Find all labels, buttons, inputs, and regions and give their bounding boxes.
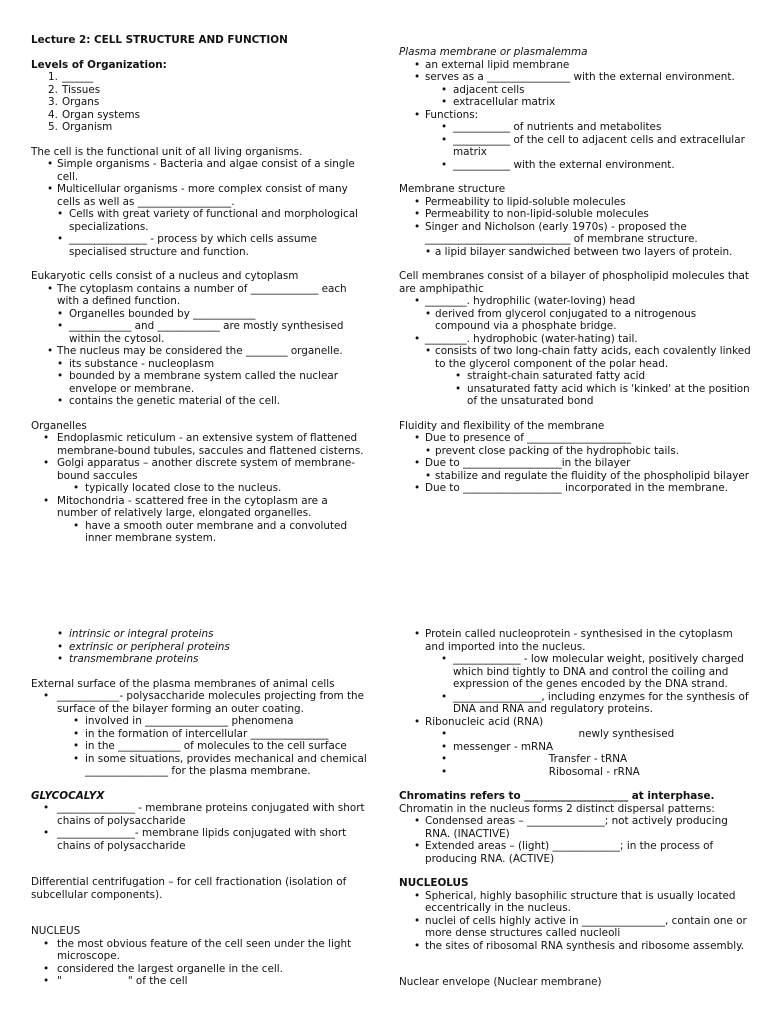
level-item xyxy=(31,109,371,122)
list-item: • The nucleus may be considered the ________ organelle. xyxy=(31,345,371,358)
cell-membranes-intro: Cell membranes consist of a bilayer of phospholipid molecules that are amphipathic xyxy=(399,270,749,295)
fluidity-list xyxy=(399,432,751,495)
list-item: • Extended areas – (light) _____________; in the process of producing RNA. (ACTIVE) xyxy=(399,840,751,865)
list-item: • typically located close to the nucleus. xyxy=(31,482,371,495)
level-text: ______ xyxy=(62,71,94,83)
list-item: • the sites of ribosomal RNA synthesis and ribosome assembly. xyxy=(399,940,751,953)
list-item: • " " of the cell xyxy=(31,975,371,988)
level-number: 4. xyxy=(48,108,58,121)
list-item: • in the formation of intercellular _______________ xyxy=(31,728,371,741)
list-item: • _________________, including enzymes for the synthesis of DNA and RNA and regulatory proteins. xyxy=(399,691,751,716)
list-item: • have a smooth outer membrane and a convoluted inner membrane system. xyxy=(31,520,371,545)
levels-heading: Levels of Organization: xyxy=(31,58,167,71)
list-item: • Permeability to lipid-soluble molecules xyxy=(399,196,751,209)
level-text: Tissues xyxy=(62,83,101,96)
level-number: 2. xyxy=(48,83,58,96)
list-item: • ________. hydrophilic (water-loving) head xyxy=(399,295,751,308)
list-item: • transmembrane proteins xyxy=(31,653,371,666)
list-item: • a lipid bilayer sandwiched between two layers of protein. xyxy=(399,246,751,259)
glycocalyx-heading: GLYCOCALYX xyxy=(31,789,105,802)
list-item: • an external lipid membrane xyxy=(399,59,751,72)
plasma-membrane-list xyxy=(399,59,751,172)
levels-list xyxy=(31,71,371,134)
nucleolus-heading: NUCLEOLUS xyxy=(399,877,469,889)
fluidity-heading: Fluidity and flexibility of the membrane xyxy=(399,419,605,432)
level-item xyxy=(31,96,371,109)
membrane-proteins-list xyxy=(31,628,371,666)
list-item: • nuclei of cells highly active in ________________, contain one or more dense structures called nucleoli xyxy=(399,915,751,940)
list-item: • serves as a ________________ with the external environment. xyxy=(399,71,751,84)
list-item: • Permeability to non-lipid-soluble molecules xyxy=(399,208,751,221)
level-number: 3. xyxy=(48,96,58,108)
list-item: • Due to ___________________in the bilayer xyxy=(399,457,751,470)
list-item: • Endoplasmic reticulum - an extensive system of flattened membrane-bound tubules, saccules and flattened cisterns. xyxy=(31,432,371,457)
list-item: • considered the largest organelle in the cell. xyxy=(31,963,371,976)
level-item xyxy=(31,121,371,134)
list-item: • unsaturated fatty acid which is 'kinked' at the position of the unsaturated bond xyxy=(399,383,751,408)
centrifugation-text: Differential centrifugation – for cell fractionation (isolation of subcellular components). xyxy=(31,876,347,901)
external-surface-list xyxy=(31,690,371,778)
list-item: • ________. hydrophobic (water-hating) tail. xyxy=(399,333,751,346)
list-item: • stabilize and regulate the fluidity of the phospholipid bilayer xyxy=(399,470,751,483)
level-item xyxy=(31,84,371,97)
nucleus-heading: NUCLEUS xyxy=(31,925,81,937)
list-item: • bounded by a membrane system called the nuclear envelope or membrane. xyxy=(31,370,371,395)
organelles-list xyxy=(31,432,371,545)
list-item: • newly synthesised xyxy=(399,728,751,741)
glycocalyx-list xyxy=(31,802,371,852)
right-column-bottom xyxy=(399,628,751,989)
list-item: • The cytoplasm contains a number of _____________ each with a defined function. xyxy=(31,283,371,308)
list-item: • in the ____________ of molecules to the cell surface xyxy=(31,740,371,753)
nucleolus-list xyxy=(399,890,751,953)
eukaryotic-list xyxy=(31,283,371,408)
left-column-top xyxy=(31,34,371,545)
list-item: • Spherical, highly basophilic structure that is usually located eccentrically in the nucleus. xyxy=(399,890,751,915)
list-item: • consists of two long-chain fatty acids, each covalently linked to the glycerol component of the polar head. xyxy=(399,345,751,370)
cell-intro: The cell is the functional unit of all living organisms. xyxy=(31,145,303,158)
level-text: Organ systems xyxy=(62,108,141,121)
list-item: • Due to presence of ____________________ xyxy=(399,432,751,445)
cell-list xyxy=(31,158,371,258)
list-item: • _____________ - low molecular weight, positively charged which bind tightly to DNA and control the coiling and expression of the genes encoded by the DNA strand. xyxy=(399,653,751,691)
list-item: • Mitochondria - scattered free in the cytoplasm are a number of relatively large, elongated organelles. xyxy=(31,495,371,520)
list-item: • Functions: xyxy=(399,109,751,122)
list-item: • Protein called nucleoprotein - synthesised in the cytoplasm and imported into the nucleus. xyxy=(399,628,751,653)
list-item: • Organelles bounded by ____________ xyxy=(31,308,371,321)
lecture-title: Lecture 2: CELL STRUCTURE AND FUNCTION xyxy=(31,34,288,46)
membrane-structure-list xyxy=(399,196,751,259)
list-item: • Cells with great variety of functional and morphological specializations. xyxy=(31,208,371,233)
list-item: • ___________ of the cell to adjacent cells and extracellular matrix xyxy=(399,134,751,159)
right-column-top xyxy=(399,46,755,495)
organelles-heading: Organelles xyxy=(31,419,87,432)
chromatin-list xyxy=(399,815,751,865)
level-text: Organs xyxy=(62,96,100,108)
list-item: • its substance - nucleoplasm xyxy=(31,358,371,371)
membrane-structure-heading: Membrane structure xyxy=(399,183,506,195)
list-item: • Golgi apparatus – another discrete system of membrane-bound saccules xyxy=(31,457,371,482)
level-item xyxy=(31,71,371,84)
list-item: • _______________ - membrane proteins conjugated with short chains of polysaccharide xyxy=(31,802,371,827)
nucleus-list xyxy=(31,938,371,988)
list-item: • straight-chain saturated fatty acid xyxy=(399,370,751,383)
list-item: • extrinsic or peripheral proteins xyxy=(31,641,371,654)
list-item: • the most obvious feature of the cell seen under the light microscope. xyxy=(31,938,371,963)
list-item: • ___________ with the external environment. xyxy=(399,159,751,172)
nucleoprotein-list xyxy=(399,628,751,778)
list-item: • in some situations, provides mechanical and chemical ________________ for the plasma membrane. xyxy=(31,753,371,778)
list-item: • Ribosomal - rRNA xyxy=(399,766,751,779)
eukaryotic-intro: Eukaryotic cells consist of a nucleus and cytoplasm xyxy=(31,270,299,282)
list-item: • _______________ - process by which cells assume specialised structure and function. xyxy=(31,233,371,258)
level-number: 5. xyxy=(48,121,58,133)
list-item: • Transfer - tRNA xyxy=(399,753,751,766)
external-surface-intro: External surface of the plasma membranes of animal cells xyxy=(31,677,335,690)
list-item: • prevent close packing of the hydrophobic tails. xyxy=(399,445,751,458)
chromatin-heading: Chromatins refers to ____________________ at interphase. xyxy=(399,790,715,802)
list-item: • derived from glycerol conjugated to a nitrogenous compound via a phosphate bridge. xyxy=(399,308,751,333)
list-item: • ____________- polysaccharide molecules projecting from the surface of the bilayer forming an outer coating. xyxy=(31,690,371,715)
chromatin-intro: Chromatin in the nucleus forms 2 distinct dispersal patterns: xyxy=(399,802,715,815)
level-text: Organism xyxy=(62,121,113,133)
list-item: • _______________- membrane lipids conjugated with short chains of polysaccharide xyxy=(31,827,371,852)
list-item: • Due to ___________________ incorporated in the membrane. xyxy=(399,482,751,495)
list-item: • Multicellular organisms - more complex consist of many cells as well as __________________. xyxy=(31,183,371,208)
cell-membranes-list xyxy=(399,295,755,408)
left-column-bottom xyxy=(31,628,371,988)
list-item: • ___________ of nutrients and metabolites xyxy=(399,121,751,134)
list-item: • ____________ and ____________ are mostly synthesised within the cytosol. xyxy=(31,320,371,345)
list-item: • adjacent cells xyxy=(399,84,751,97)
plasma-membrane-heading: Plasma membrane or plasmalemma xyxy=(399,46,588,58)
list-item: • involved in ________________ phenomena xyxy=(31,715,371,728)
list-item: • Condensed areas – _______________; not actively producing RNA. (INACTIVE) xyxy=(399,815,751,840)
level-number: 1. xyxy=(48,71,58,83)
list-item: • Ribonucleic acid (RNA) xyxy=(399,716,751,729)
list-item: • Singer and Nicholson (early 1970s) - proposed the ____________________________ of membrane structure. xyxy=(399,221,751,246)
nuclear-envelope-heading: Nuclear envelope (Nuclear membrane) xyxy=(399,976,602,988)
list-item: • messenger - mRNA xyxy=(399,741,751,754)
list-item: • extracellular matrix xyxy=(399,96,751,109)
list-item: • Simple organisms - Bacteria and algae consist of a single cell. xyxy=(31,158,371,183)
list-item: • contains the genetic material of the cell. xyxy=(31,395,371,408)
list-item: • intrinsic or integral proteins xyxy=(31,628,371,641)
